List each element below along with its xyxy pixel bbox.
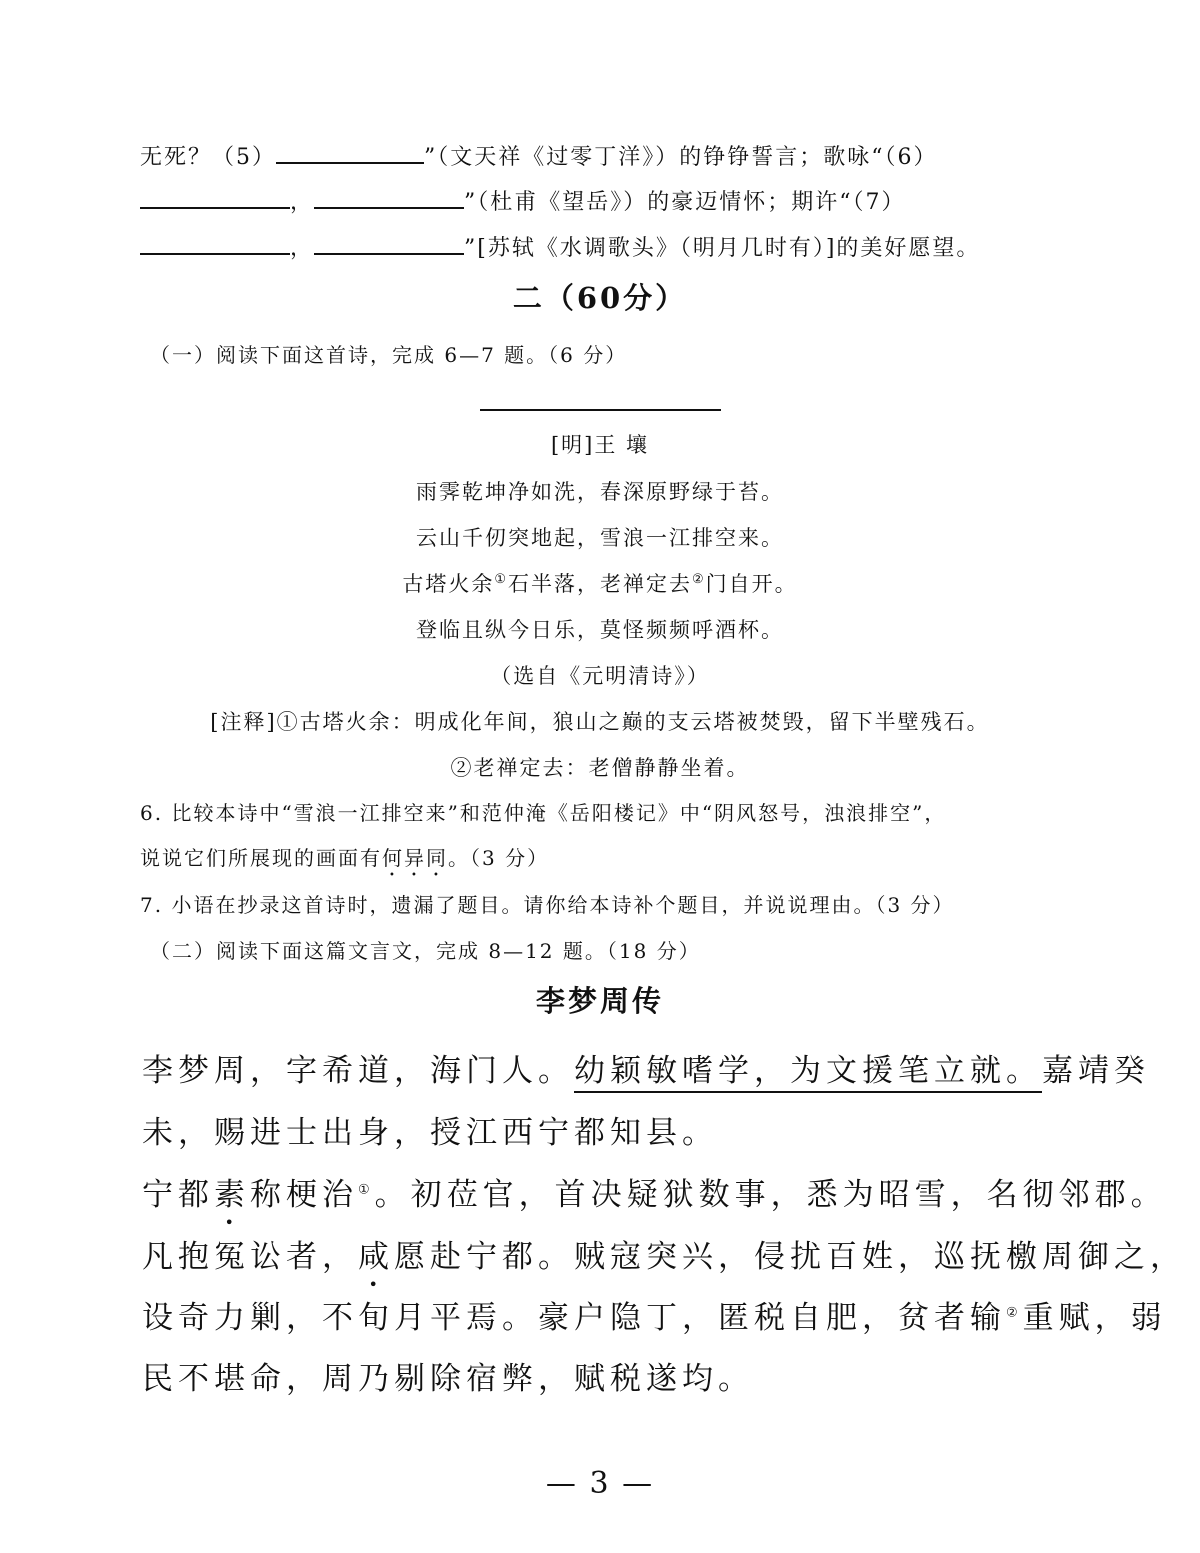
passage-text: 凡抱冤讼者， [142, 1239, 358, 1275]
note-marker: ② [1006, 1305, 1023, 1321]
note-marker: ① [494, 572, 508, 587]
poem-text: 门自开。 [705, 572, 798, 596]
passage-text: 李梦周，字希道，海门人。 [142, 1053, 574, 1089]
answer-blank [314, 233, 464, 255]
fill-in-text: 无死？（5） [140, 145, 276, 170]
fill-in-text: ”（杜甫《望岳》）的豪迈情怀；期许“（7） [464, 190, 906, 215]
part2-intro: （二）阅读下面这篇文言文，完成 8—12 题。（18 分） [150, 939, 701, 963]
question-6-line-2 [140, 843, 549, 881]
underlined-sentence: 幼颖敏嗜学，为文援笔立就。 [574, 1053, 1042, 1093]
passage-text: 。初莅官，首决疑狱数事，悉为昭雪，名彻邻郡。 [374, 1177, 1167, 1213]
passage-text: 嘉靖癸 [1042, 1053, 1150, 1089]
passage-line-5 [142, 1298, 1167, 1338]
passage-line-4 [142, 1237, 1186, 1294]
poem-line-1: 雨霁乾坤净如洗，春深原野绿于苔。 [416, 480, 784, 504]
poem-author: [明]王 壤 [550, 433, 650, 457]
fill-in-line-2 [140, 187, 906, 218]
question-text: 说说它们所展现的画面有 [140, 846, 382, 870]
passage-text: 称梗治 [250, 1177, 358, 1213]
fill-in-text: ”[苏轼《水调歌头》（明月几时有）]的美好愿望。 [464, 236, 981, 261]
fill-in-text: ， [290, 236, 315, 261]
fill-in-text: ， [290, 190, 315, 215]
passage-line-1 [142, 1051, 1150, 1091]
fill-in-line-1 [140, 142, 938, 173]
poem-text: 石半落，老禅定去 [508, 572, 692, 596]
answer-blank [314, 187, 464, 209]
poem-line-4: 登临且纵今日乐，莫怪频频呼酒杯。 [416, 618, 784, 642]
emphasized-char: 素 [214, 1177, 250, 1213]
section-heading: 二（60分） [512, 281, 688, 315]
note-marker: ① [358, 1182, 375, 1198]
passage-text: 重赋，弱 [1022, 1300, 1167, 1336]
question-text: 。（3 分） [448, 846, 550, 870]
fill-in-text: ”（文天祥《过零丁洋》）的铮铮誓言；歌咏“（6） [424, 145, 938, 170]
passage-text: 愿赴宁都。贼寇突兴，侵扰百姓，巡抚檄周御之， [394, 1239, 1186, 1275]
passage-line-3 [142, 1175, 1167, 1232]
poem-note-2: ②老禅定去：老僧静静坐着。 [450, 756, 750, 780]
passage-line-2: 未，赐进士出身，授江西宁都知县。 [142, 1115, 718, 1151]
passage-text: 设奇力剿，不旬月平焉。豪户隐丁，匿税自肥，贫者输 [142, 1300, 1006, 1336]
passage-text: 宁都 [142, 1177, 214, 1213]
poem-source: （选自《元明清诗》） [490, 664, 710, 688]
note-marker: ② [692, 572, 706, 587]
poem-title-blank [480, 409, 721, 411]
poem-note-1: [注释]①古塔火余：明成化年间，狼山之巅的支云塔被焚毁，留下半壁残石。 [210, 710, 990, 734]
poem-line-2: 云山千仞突地起，雪浪一江排空来。 [416, 526, 784, 550]
poem-line-3 [0, 569, 1200, 599]
page-number: — 3 — [545, 1466, 655, 1501]
passage-line-6: 民不堪命，周乃剔除宿弊，赋税遂均。 [142, 1361, 754, 1397]
fill-in-line-3 [140, 233, 980, 264]
passage-title: 李梦周传 [535, 984, 664, 1018]
answer-blank [140, 233, 290, 255]
part1-intro: （一）阅读下面这首诗，完成 6—7 题。（6 分） [150, 343, 628, 367]
question-7: 7. 小语在抄录这首诗时，遗漏了题目。请你给本诗补个题目，并说说理由。（3 分） [140, 893, 955, 917]
poem-text: 古塔火余 [402, 572, 495, 596]
emphasized-char: 咸 [358, 1239, 394, 1275]
emphasized-text: 何异同 [382, 846, 448, 870]
answer-blank [276, 142, 424, 164]
question-6-line-1: 6. 比较本诗中“雪浪一江排空来”和范仲淹《岳阳楼记》中“阴风怒号，浊浪排空”， [140, 801, 947, 825]
answer-blank [140, 187, 290, 209]
